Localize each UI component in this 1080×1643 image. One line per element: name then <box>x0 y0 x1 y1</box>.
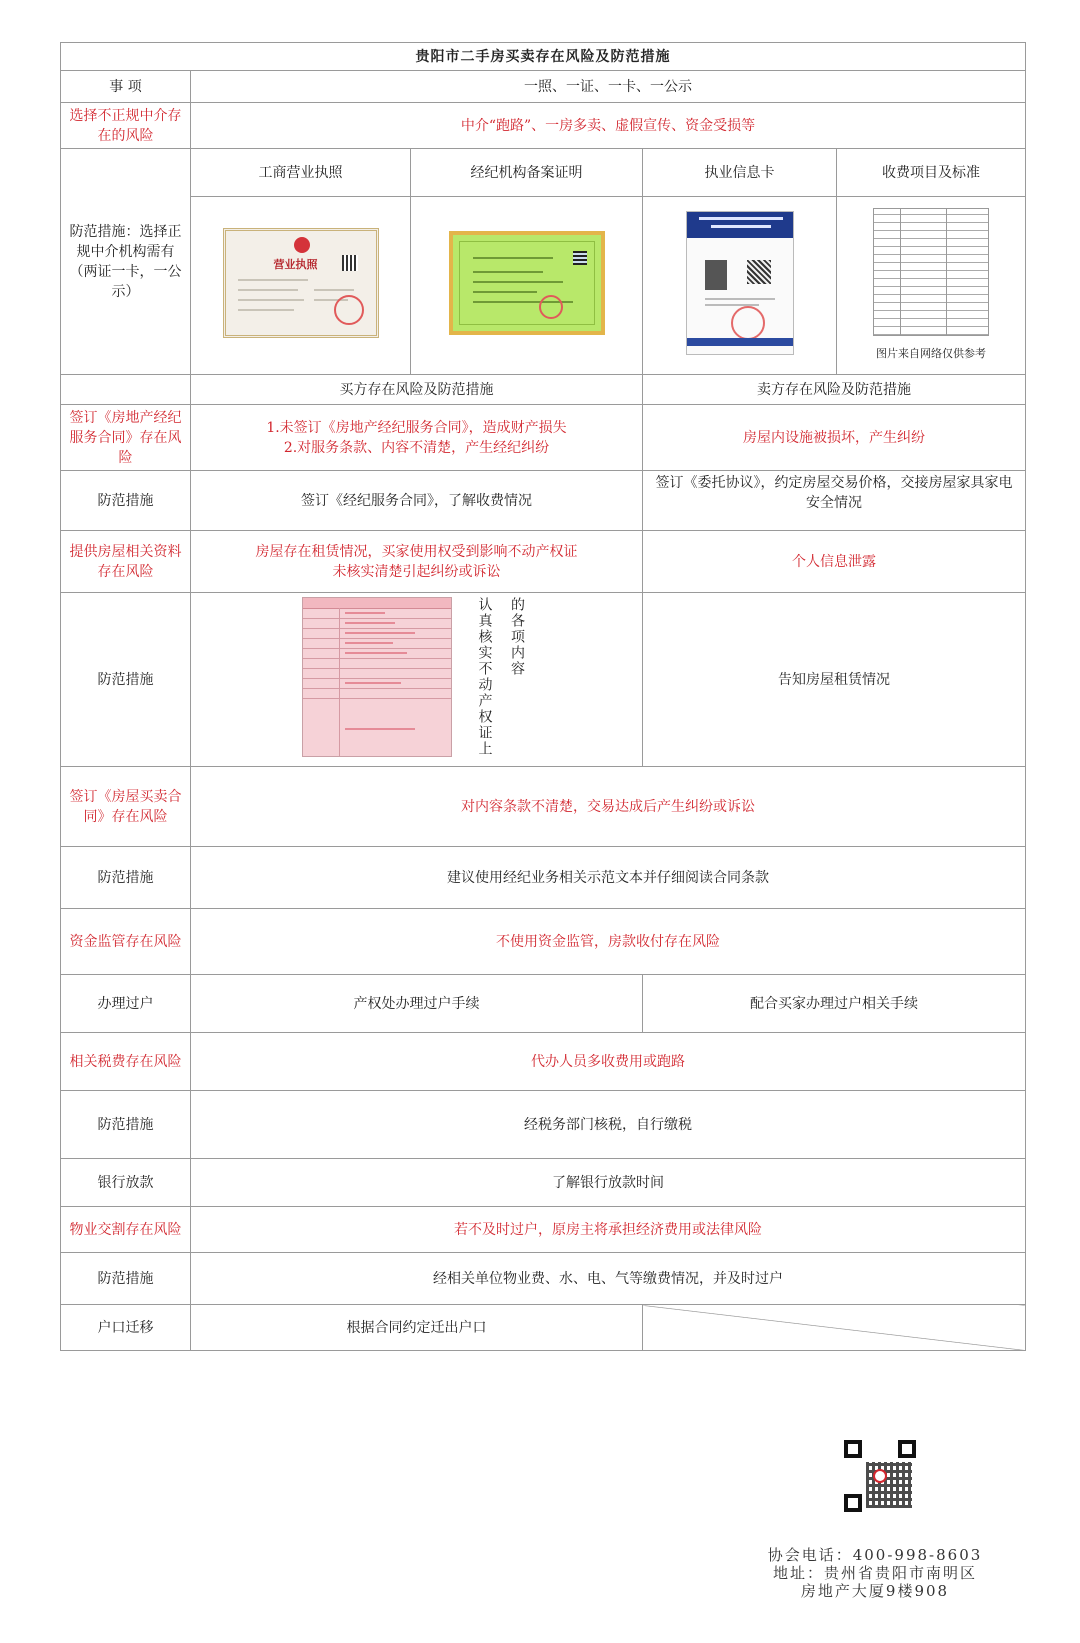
seal-icon <box>539 295 563 319</box>
info-measure-buyer <box>191 593 643 767</box>
filing-certificate-image <box>449 231 605 335</box>
business-license-cell <box>191 197 411 375</box>
fund-risk-text: 不使用资金监管，房款收付存在风险 <box>191 909 1026 975</box>
service-measure-label: 防范措施 <box>61 471 191 531</box>
practice-card-cell <box>643 197 837 375</box>
hukou-buyer: 根据合同约定迁出户口 <box>191 1305 643 1351</box>
seller-side-header: 卖方存在风险及防范措施 <box>643 375 1026 405</box>
info-measure-label: 防范措施 <box>61 593 191 767</box>
info-measure-seller: 告知房屋租赁情况 <box>643 593 1026 767</box>
service-contract-risk-label: 签订《房地产经纪服务合同》存在风险 <box>61 405 191 471</box>
sale-contract-risk-text: 对内容条款不清楚，交易达成后产生纠纷或诉讼 <box>191 767 1026 847</box>
page-title: 贵阳市二手房买卖存在风险及防范措施 <box>61 43 1026 71</box>
agency-risk-label: 选择不正规中介存在的风险 <box>61 103 191 149</box>
item-fee-standard: 收费项目及标准 <box>837 149 1026 197</box>
buyer-risk-line: 2.对服务条款、内容不清楚，产生经纪纠纷 <box>283 439 550 456</box>
transfer-buyer: 产权处办理过户手续 <box>191 975 643 1033</box>
agency-measure-label: 防范措施：选择正规中介机构需有（两证一卡，一公示） <box>61 149 191 375</box>
property-risk-label: 物业交割存在风险 <box>61 1207 191 1253</box>
transfer-seller: 配合买家办理过户相关手续 <box>643 975 1026 1033</box>
fee-standard-image <box>873 208 989 336</box>
association-phone: 协会电话：400-998-8603 <box>767 1546 983 1564</box>
verify-note-vertical: 认真核实不动产权证上 <box>476 596 493 757</box>
portrait-photo <box>705 260 727 290</box>
license-title: 营业执照 <box>273 257 318 271</box>
buyer-side-header: 买方存在风险及防范措施 <box>191 375 643 405</box>
seal-icon <box>731 306 765 340</box>
fee-standard-cell <box>837 197 1026 375</box>
service-contract-seller-risk: 房屋内设施被损坏，产生纠纷 <box>643 405 1026 471</box>
loan-label: 银行放款 <box>61 1159 191 1207</box>
item-business-license: 工商营业执照 <box>191 149 411 197</box>
image-caption: 图片来自网络仅供参考 <box>876 346 987 360</box>
qr-code-icon <box>747 260 771 284</box>
property-risk-text: 若不及时过户，原房主将承担经济费用或法律风险 <box>191 1207 1026 1253</box>
national-emblem-icon <box>294 237 310 253</box>
sale-contract-measure-text: 建议使用经纪业务相关示范文本并仔细阅读合同条款 <box>191 847 1026 909</box>
info-risk-label: 提供房屋相关资料存在风险 <box>61 531 191 593</box>
association-address: 地址：贵州省贵阳市南明区 <box>772 1564 977 1582</box>
item-filing-certificate: 经纪机构备案证明 <box>411 149 643 197</box>
service-measure-seller: 签订《委托协议》，约定房屋交易价格，交接房屋家具家电安全情况 <box>643 471 1026 531</box>
contact-info <box>740 1546 1010 1600</box>
loan-text: 了解银行放款时间 <box>191 1159 1026 1207</box>
agency-risk-text: 中介“跑路”、一房多卖、虚假宣传、资金受损等 <box>191 103 1026 149</box>
buyer-risk-line: 未核实清楚引起纠纷或诉讼 <box>332 563 501 580</box>
buyer-risk-line: 1.未签订《房地产经纪服务合同》，造成财产损失 <box>266 419 567 436</box>
fund-risk-label: 资金监管存在风险 <box>61 909 191 975</box>
tax-risk-text: 代办人员多收费用或跑路 <box>191 1033 1026 1091</box>
info-risk-seller: 个人信息泄露 <box>643 531 1026 593</box>
practice-card-image <box>686 211 794 355</box>
item-practice-card: 执业信息卡 <box>643 149 837 197</box>
verify-note-vertical-2: 的各项内容 <box>508 596 525 677</box>
tax-measure-text: 经税务部门核税，自行缴税 <box>191 1091 1026 1159</box>
sale-contract-measure-label: 防范措施 <box>61 847 191 909</box>
tax-measure-label: 防范措施 <box>61 1091 191 1159</box>
business-license-image <box>223 228 379 338</box>
tax-risk-label: 相关税费存在风险 <box>61 1033 191 1091</box>
buyer-risk-line: 房屋存在租赁情况，买家使用权受到影响不动产权证 <box>255 543 578 560</box>
qr-code-icon <box>342 255 358 271</box>
seal-icon <box>334 295 364 325</box>
header-item-label: 事 项 <box>61 71 191 103</box>
service-contract-buyer-risk <box>191 405 643 471</box>
property-certificate-image <box>302 597 452 757</box>
risk-table <box>60 42 1026 1351</box>
transfer-label: 办理过户 <box>61 975 191 1033</box>
filing-certificate-cell <box>411 197 643 375</box>
association-address-line-2: 房地产大厦9楼908 <box>800 1582 950 1600</box>
property-measure-label: 防范措施 <box>61 1253 191 1305</box>
association-qr-code-icon <box>844 1440 916 1512</box>
hukou-seller-empty <box>643 1305 1026 1351</box>
header-summary: 一照、一证、一卡、一公示 <box>191 71 1026 103</box>
qr-code-icon <box>573 251 587 265</box>
sale-contract-risk-label: 签订《房屋买卖合同》存在风险 <box>61 767 191 847</box>
risk-table-sheet <box>60 42 1025 1351</box>
info-risk-buyer <box>191 531 643 593</box>
service-measure-buyer: 签订《经纪服务合同》，了解收费情况 <box>191 471 643 531</box>
property-measure-text: 经相关单位物业费、水、电、气等缴费情况，并及时过户 <box>191 1253 1026 1305</box>
hukou-label: 户口迁移 <box>61 1305 191 1351</box>
